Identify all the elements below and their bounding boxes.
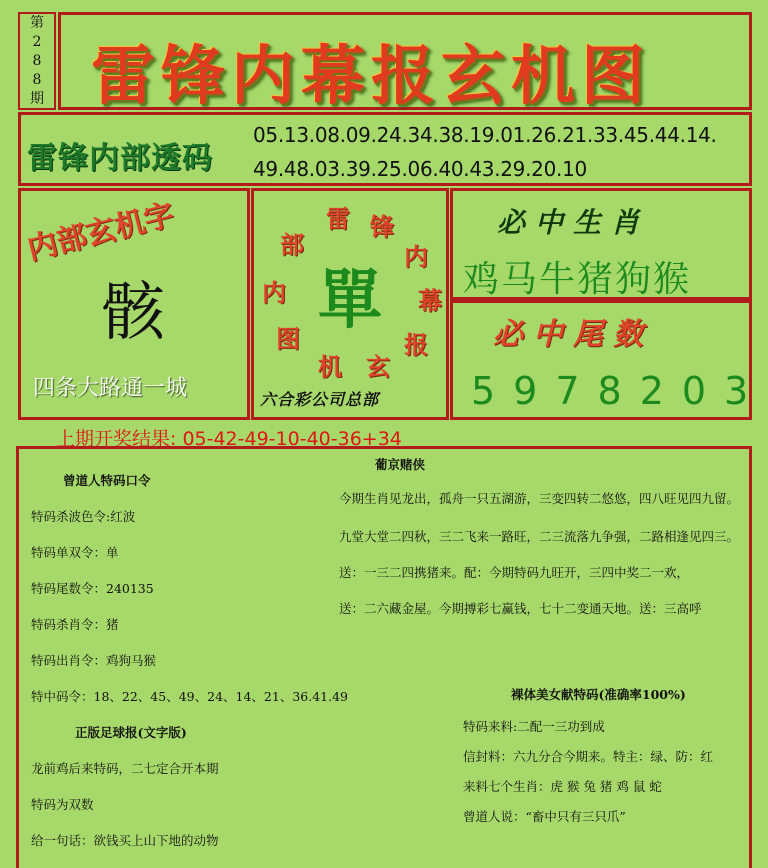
left-line: 龙前鸡后来特码，二七定合开本期 — [31, 761, 219, 776]
right2-line: 信封料：六九分合今期来。特主：绿、防：红 — [463, 749, 714, 764]
title-banner — [58, 12, 752, 114]
bottom-text-panel — [16, 446, 752, 868]
ring-char: 图 — [276, 325, 300, 353]
inner-char-panel — [18, 188, 250, 420]
right-line: 送：二六藏金屋。今期搏彩七赢钱，七十二变通天地。送：三高呼 — [339, 601, 702, 616]
ring-char: 报 — [404, 331, 428, 359]
ring-char: 雷 — [326, 205, 350, 233]
left-line: 特码杀肖令：猪 — [31, 617, 119, 632]
ring-char: 幕 — [418, 287, 442, 315]
left-heading: 正版足球报(文字版) — [75, 725, 187, 740]
right-line: 九堂大堂二四秋，三二飞来一路旺，二三流落九争强，二路相逢见四三。 — [339, 529, 740, 544]
left-line: 给一句话：欲钱买上山下地的动物 — [31, 833, 219, 848]
left-line: 特码尾数令：240135 — [31, 581, 154, 596]
right2-line: 特码来料:二配一三功到成 — [463, 719, 605, 734]
ring-char: 锋 — [370, 213, 394, 241]
inner-char-caption: 四条大路通一城 — [33, 376, 188, 401]
numbers-line-2: 49.48.03.39.25.06.40.43.29.20.10 — [253, 157, 587, 181]
ring-char: 内 — [404, 243, 428, 271]
numbers-line-1: 05.13.08.09.24.34.38.19.01.26.21.33.45.44.14. — [253, 123, 717, 147]
issue-char: 2 — [32, 34, 42, 50]
issue-char: 8 — [32, 72, 42, 88]
right2-heading: 裸体美女献特码(准确率100%) — [511, 687, 686, 702]
left-line: 特码杀波色令:红波 — [31, 509, 136, 524]
ring-char: 部 — [280, 231, 304, 259]
inner-char-title: 内部玄机字 — [23, 197, 178, 268]
zodiac-title: 必中生肖 — [497, 206, 650, 239]
right2-line: 来料七个生肖：虎 猴 兔 猪 鸡 鼠 蛇 — [463, 779, 662, 794]
page-title: 雷锋内幕报玄机图 — [91, 40, 651, 114]
issue-char: 第 — [30, 15, 44, 31]
zodiac-panel — [450, 188, 752, 300]
left-heading: 曾道人特码口令 — [63, 473, 151, 488]
right-line: 送：一三二四携猪来。配：今期特码九旺开，三四中奖二一欢， — [339, 565, 690, 580]
numbers-panel — [18, 112, 752, 186]
left-line: 特码单双令：单 — [31, 545, 119, 560]
left-line: 特中码令：18、22、45、49、24、14、21、36.41.49 — [31, 689, 349, 704]
ring-char: 机 — [318, 353, 342, 381]
issue-number-box — [18, 12, 56, 110]
left-line: 特码为双数 — [31, 797, 94, 812]
right-line: 今期生肖见龙出，孤舟一只五湖游，三变四转二悠悠，四八旺见四九留。 — [339, 491, 740, 506]
ring-char: 内 — [262, 279, 286, 307]
numbers-label: 雷锋内部透码 — [27, 141, 213, 176]
left-line: 特码出肖令：鸡狗马猴 — [31, 653, 157, 668]
right2-line: 曾道人说：“畜中只有三只爪” — [463, 809, 626, 824]
zodiac-list: 鸡马牛猪狗猴 — [463, 259, 692, 300]
issue-char: 期 — [30, 91, 44, 107]
inner-big-char: 骸 — [101, 276, 165, 350]
tail-number-panel — [450, 300, 767, 420]
last-result: 上期开奖结果: 05-42-49-10-40-36+34 — [56, 428, 402, 450]
center-caption: 六合彩公司总部 — [260, 390, 380, 409]
issue-char: 8 — [32, 53, 42, 69]
center-big-char: 單 — [318, 263, 382, 338]
center-ring-panel — [251, 188, 449, 420]
tail-numbers: 5978203 — [471, 369, 767, 413]
tail-title: 必中尾数 — [493, 317, 653, 352]
right-heading: 葡京赌侠 — [375, 457, 426, 472]
ring-char: 玄 — [366, 353, 390, 381]
